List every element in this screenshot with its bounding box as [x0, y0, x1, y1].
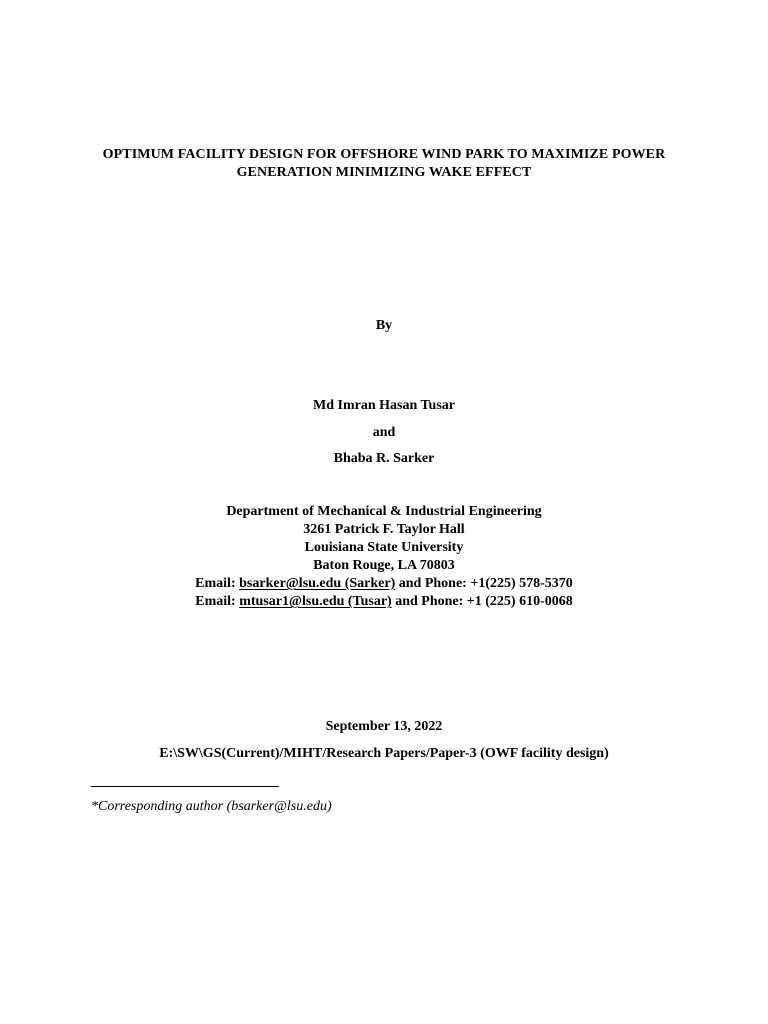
contact-line-sarker	[0, 575, 768, 593]
contact-prefix: Email:	[195, 576, 240, 591]
by-label: By	[375, 318, 393, 333]
email-link-sarker[interactable]: bsarker@lsu.edu (Sarker)	[239, 576, 396, 591]
affiliation-address: 3261 Patrick F. Taylor Hall	[303, 522, 465, 537]
affiliation-department: Department of Mechanical & Industrial Engineering	[226, 504, 542, 519]
email-link-tusar[interactable]: mtusar1@lsu.edu (Tusar)	[239, 594, 392, 609]
author-conjunction: and	[372, 425, 396, 440]
file-path: E:\SW\GS(Current)/MIHT/Research Papers/Paper-3 (OWF facility design)	[159, 746, 609, 761]
affiliation-university: Louisiana State University	[304, 540, 464, 555]
contact-prefix: Email:	[195, 594, 240, 609]
author-first: Md Imran Hasan Tusar	[313, 398, 455, 413]
author-second: Bhaba R. Sarker	[333, 451, 435, 466]
footnote-corresponding-author: *Corresponding author (bsarker@lsu.edu)	[91, 799, 332, 814]
footnote-separator	[91, 786, 279, 787]
contact-phone: and Phone: +1 (225) 610-0068	[391, 594, 573, 609]
paper-title-line-1: OPTIMUM FACILITY DESIGN FOR OFFSHORE WIND PARK TO MAXIMIZE POWER	[102, 147, 666, 162]
contact-phone: and Phone: +1(225) 578-5370	[395, 576, 573, 591]
contact-line-tusar	[0, 593, 768, 611]
paper-title-line-2: GENERATION MINIMIZING WAKE EFFECT	[236, 165, 532, 180]
affiliation-city: Baton Rouge, LA 70803	[313, 558, 455, 573]
document-date: September 13, 2022	[325, 719, 443, 734]
